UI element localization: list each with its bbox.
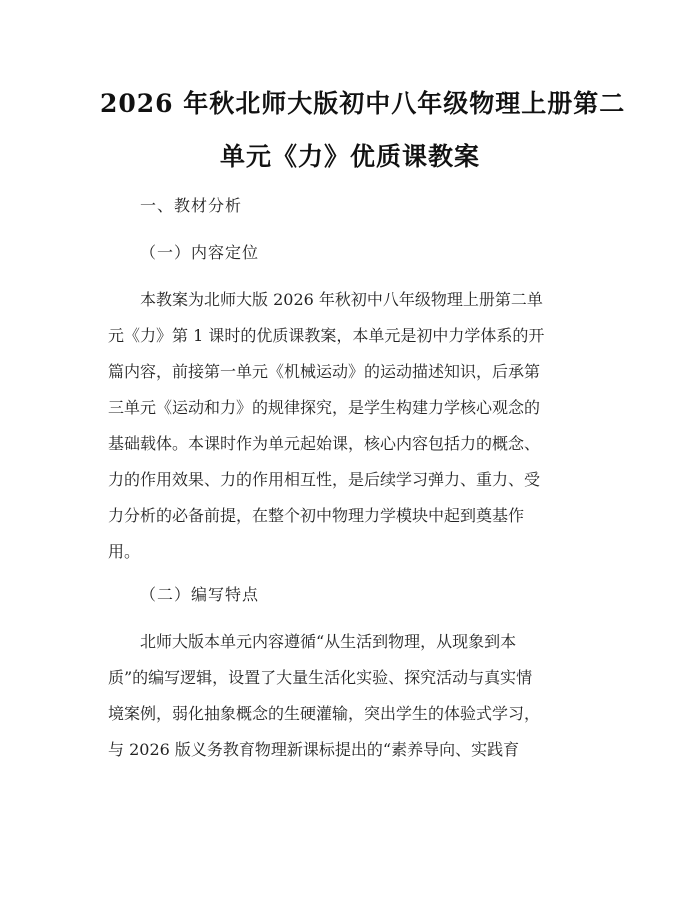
paragraph-line: 用。 <box>108 542 141 561</box>
paragraph-line: 与 2026 版义务教育物理新课标提出的“素养导向、实践育 <box>108 740 520 759</box>
paragraph-line: 力的作用效果、力的作用相互性，是后续学习弹力、重力、受 <box>108 470 541 489</box>
paragraph-content-positioning <box>108 282 608 570</box>
paragraph-line: 质”的编写逻辑，设置了大量生活化实验、探究活动与真实情 <box>108 668 533 687</box>
paragraph-line: 境案例，弱化抽象概念的生硬灌输，突出学生的体验式学习， <box>108 704 541 723</box>
paragraph-line: 北师大版本单元内容遵循“从生活到物理，从现象到本 <box>140 632 517 651</box>
paragraph-line: 力分析的必备前提，在整个初中物理力学模块中起到奠基作 <box>108 506 525 525</box>
paragraph-line: 基础载体。本课时作为单元起始课，核心内容包括力的概念、 <box>108 434 541 453</box>
paragraph-line: 本教案为北师大版 2026 年秋初中八年级物理上册第二单 <box>140 290 543 309</box>
paragraph-line: 三单元《运动和力》的规律探究，是学生构建力学核心观念的 <box>108 398 541 417</box>
subsection-heading-writing-features: （二）编写特点 <box>140 585 260 604</box>
paragraph-line: 元《力》第 1 课时的优质课教案，本单元是初中力学体系的开 <box>108 326 545 345</box>
document-title-line-2: 单元《力》优质课教案 <box>219 142 480 171</box>
subsection-heading-content-positioning: （一）内容定位 <box>140 243 260 262</box>
paragraph-writing-features <box>108 624 608 768</box>
document-title-line-1: 2026 年秋北师大版初中八年级物理上册第二 <box>100 89 626 118</box>
section-heading-textbook-analysis: 一、教材分析 <box>140 196 243 215</box>
paragraph-line: 篇内容，前接第一单元《机械运动》的运动描述知识，后承第 <box>108 362 541 381</box>
